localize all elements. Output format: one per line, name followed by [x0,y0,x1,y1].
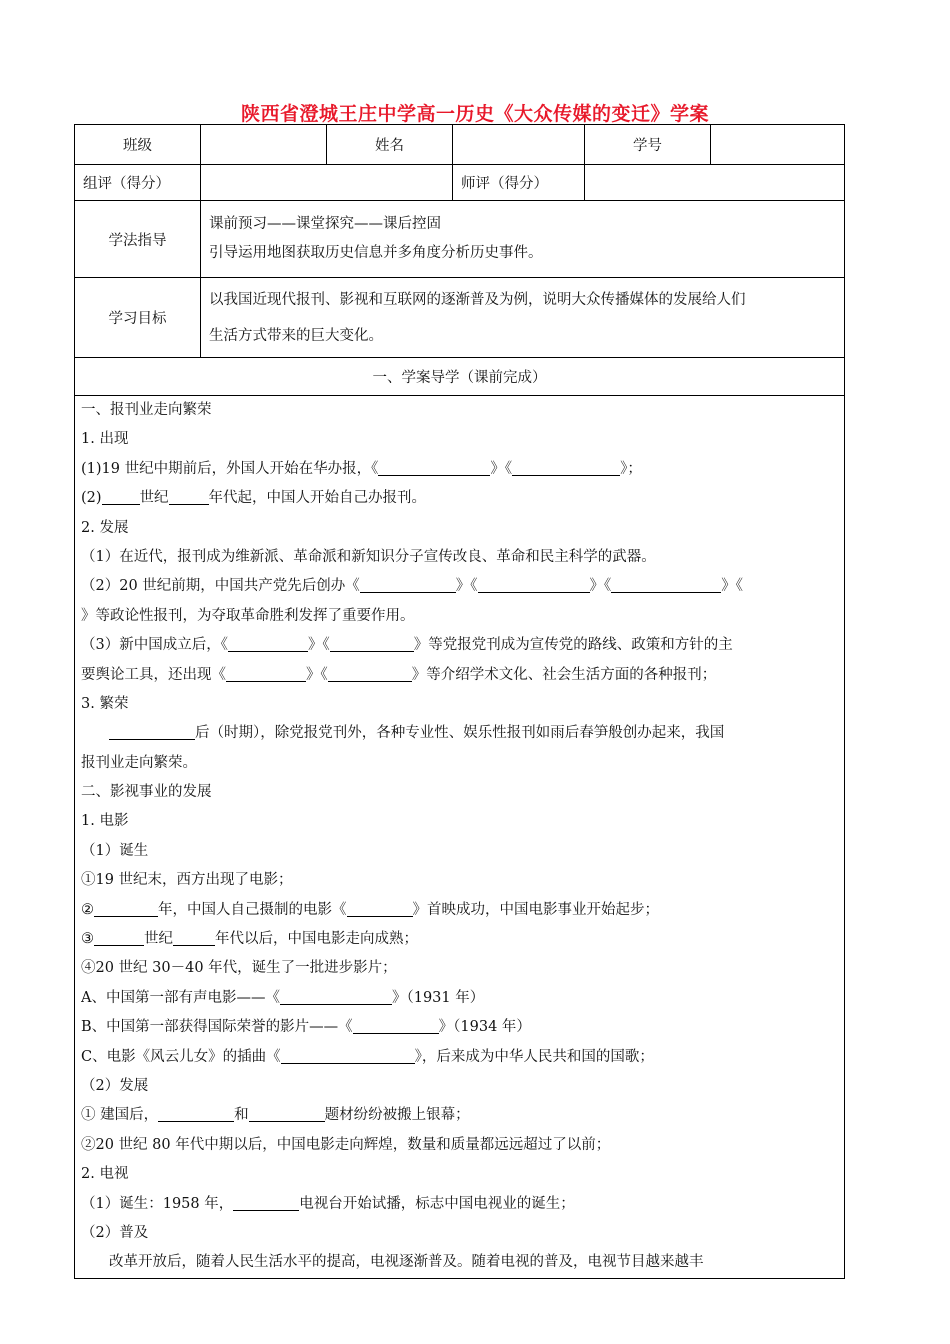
blank[interactable] [478,577,590,593]
method-line-1: 课前预习——课堂探究——课后控固 [209,216,441,232]
line-first-chinese-film: ② 年，中国人自己摄制的电影《 》首映成功，中国电影事业开始起步； [81,901,659,918]
blank[interactable] [94,930,144,946]
blank[interactable] [173,930,215,946]
subheading-film: 1. 电影 [81,813,129,830]
info-row [75,125,845,165]
goal-row [75,278,845,358]
method-line-2: 引导运用地图获取历史信息并多角度分析历史事件。 [209,245,543,261]
blank[interactable] [281,1047,415,1063]
group-eval-field[interactable] [201,165,453,201]
blank[interactable] [249,1106,325,1122]
blank[interactable] [330,636,414,652]
line-western-film: ①19 世纪末，西方出现了电影； [81,872,293,889]
goal-line-1: 以我国近现代报刊、影视和互联网的逐渐普及为例，说明大众传播媒体的发展给人们 [209,291,746,308]
blank[interactable] [228,636,308,652]
content-row [75,396,845,1279]
student-id-label: 学号 [585,125,711,165]
evaluation-row [75,165,845,201]
blank[interactable] [378,460,490,476]
teacher-eval-label: 师评（得分） [453,165,585,201]
method-content [201,201,845,278]
line-award-film: B、中国第一部获得国际荣誉的影片——《 》（1934 年） [81,1019,531,1036]
section-header: 一、学案导学（课前完成） [75,358,845,396]
name-label: 姓名 [327,125,453,165]
line-tv-birth: （1）诞生：1958 年， 电视台开始试播，标志中国电视业的诞生； [81,1195,575,1212]
line-tv-popularize: （2）普及 [81,1224,149,1241]
blank[interactable] [169,489,209,505]
name-field[interactable] [453,125,585,165]
blank[interactable] [109,724,195,740]
blank[interactable] [102,489,140,505]
line-tv-reform: 改革开放后，随着人民生活水平的提高，电视逐渐普及。随着电视的普及，电视节目越来越丰 [109,1254,704,1271]
line-prosperity-end: 报刊业走向繁荣。 [81,754,197,771]
goal-content [201,278,845,358]
goal-label: 学习目标 [75,278,201,358]
line-foreign-papers: (1)19 世纪中期前后，外国人开始在华办报，《 》《 》； [81,460,642,477]
class-label: 班级 [75,125,201,165]
student-id-field[interactable] [711,125,845,165]
subheading-prosperity: 3. 繁荣 [81,695,129,712]
blank[interactable] [280,989,392,1005]
method-label: 学法指导 [75,201,201,278]
method-row [75,201,845,278]
blank[interactable] [353,1018,439,1034]
blank[interactable] [611,577,721,593]
line-film-glory: ②20 世纪 80 年代中期以后，中国电影走向辉煌，数量和质量都远远超过了以前； [81,1136,611,1153]
line-party-papers: （2）20 世纪前期，中国共产党先后创办《 》《 》《 》《 [81,578,744,595]
line-chinese-papers: (2) 世纪 年代起，中国人开始自己办报刊。 [81,490,427,507]
blank[interactable] [328,665,412,681]
teacher-eval-field[interactable] [585,165,845,201]
section-header-row [75,358,845,396]
blank[interactable] [360,577,456,593]
blank[interactable] [347,900,413,916]
class-field[interactable] [201,125,327,165]
guide-content [75,396,845,1279]
line-political-papers: 》等政论性报刊，为夺取革命胜利发挥了重要作用。 [81,607,415,624]
page-title: 陕西省澄城王庄中学高一历史《大众传媒的变迁》学案 [240,103,709,125]
line-sound-film: A、中国第一部有声电影——《 》（1931 年） [81,989,485,1006]
line-academic-papers: 要舆论工具，还出现《 》《 》等介绍学术文化、社会生活方面的各种报刊； [81,666,717,683]
line-film-themes: ① 建国后， 和 题材纷纷被搬上银幕； [81,1107,470,1124]
subheading-tv: 2. 电视 [81,1166,129,1183]
blank[interactable] [233,1194,299,1210]
goal-line-2: 生活方式带来的巨大变化。 [209,327,383,344]
line-anthem: C、电影《风云儿女》的插曲《 》，后来成为中华人民共和国的国歌； [81,1048,654,1065]
blank[interactable] [158,1106,234,1122]
blank[interactable] [94,900,158,916]
worksheet-table [74,124,845,1279]
blank[interactable] [512,460,620,476]
heading-newspaper: 一、报刊业走向繁荣 [81,402,212,418]
line-film-birth: （1）诞生 [81,842,149,859]
subheading-development: 2. 发展 [81,519,129,536]
group-eval-label: 组评（得分） [75,165,201,201]
line-modern-papers: （1）在近代，报刊成为维新派、革命派和新知识分子宣传改良、革命和民主科学的武器。 [81,548,656,565]
blank[interactable] [226,665,306,681]
line-prosperity: 后（时期），除党报党刊外，各种专业性、娱乐性报刊如雨后春笋般创办起来，我国 [81,719,838,748]
line-progressive-films: ④20 世纪 30－40 年代，诞生了一批进步影片； [81,960,397,977]
line-prc-papers: （3）新中国成立后，《 》《 》等党报党刊成为宣传党的路线、政策和方针的主 [81,637,733,654]
line-film-development: （2）发展 [81,1077,149,1094]
heading-film-tv: 二、影视事业的发展 [81,784,212,801]
subheading-emergence: 1. 出现 [81,431,129,448]
line-film-maturity: ③ 世纪 年代以后，中国电影走向成熟； [81,931,418,948]
